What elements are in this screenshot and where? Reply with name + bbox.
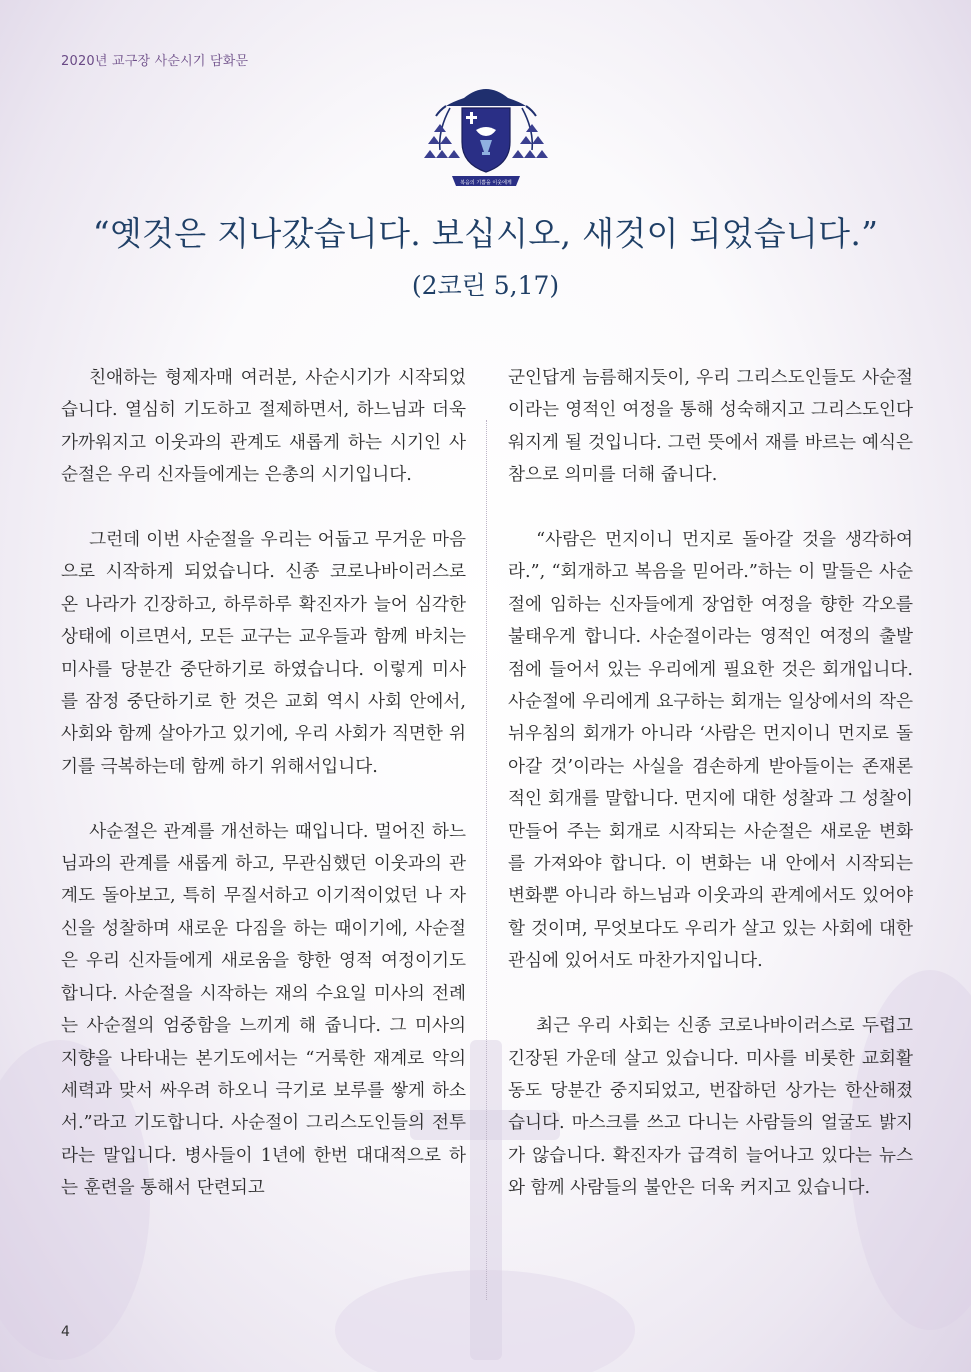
right-text-column xyxy=(508,362,913,1237)
paragraph: 사순절은 관계를 개선하는 때입니다. 멀어진 하느님과의 관계를 새롭게 하고, 무관심했던 이웃과의 관계도 돌아보고, 특히 무질서하고 이기적이었던 나 자신을 성찰하며 새로운 다짐을 하는 때이기에, 사순절은 우리 신자들에게 새로움을 향한 영적 여정이기도 합니다. 사순절을 시작하는 재의 수요일 미사의 전례는 사순절의 엄중함을 느끼게 해 줍니다. 그 미사의 지향을 나타내는 본기도에서는 “거룩한 재계로 악의 세력과 맞서 싸우려 하오니 극기로 보루를 쌓게 하소서.”라고 기도합니다. 사순절이 그리스도인들의 전투라는 말입니다. 병사들이 1년에 한번 대대적으로 하는 훈련을 통해서 단련되고 xyxy=(61,821,466,1199)
bishop-coat-of-arms-icon xyxy=(420,80,552,190)
column-divider xyxy=(486,420,487,1300)
scripture-quote: “옛것은 지나갔습니다. 보십시오, 새것이 되었습니다.” xyxy=(92,214,879,253)
scripture-citation: (2코린 5,17) xyxy=(411,271,560,300)
document-series-title: 2020년 교구장 사순시기 담화문 xyxy=(61,54,249,69)
coat-of-arms-motto: 복음의 기쁨을 이웃에게 xyxy=(460,180,512,186)
paragraph: 그런데 이번 사순절을 우리는 어둡고 무거운 마음으로 시작하게 되었습니다. 신종 코로나바이러스로 온 나라가 긴장하고, 하루하루 확진자가 늘어 심각한 상태에 이르면서, 모든 교구는 교우들과 함께 바치는 미사를 당분간 중단하기로 하였습니다. 이렇게 미사를 잠정 중단하기로 한 것은 교회 역시 사회 안에서, 사회와 함께 살아가고 있기에, 우리 사회가 직면한 위기를 극복하는데 함께 하기 위해서입니다. xyxy=(61,530,466,777)
paragraph: 최근 우리 사회는 신종 코로나바이러스로 두렵고 긴장된 가운데 살고 있습니다. 미사를 비롯한 교회활동도 당분간 중지되었고, 번잡하던 상가는 한산해졌습니다. 마스크를 쓰고 다니는 사람들의 얼굴도 밝지가 않습니다. 확진자가 급격히 늘어나고 있다는 뉴스와 함께 사람들의 불안은 더욱 커지고 있습니다. xyxy=(508,1016,913,1199)
page-number: 4 xyxy=(61,1324,70,1340)
paragraph: “사람은 먼지이니 먼지로 돌아갈 것을 생각하여라.”, “회개하고 복음을 믿어라.”하는 이 말들은 사순절에 임하는 신자들에게 장엄한 여정을 향한 각오를 불태우게 합니다. 사순절이라는 영적인 여정의 출발점에 들어서 있는 우리에게 필요한 것은 회개입니다. 사순절에 우리에게 요구하는 회개는 일상에서의 작은 뉘우침의 회개가 아니라 ‘사람은 먼지이니 먼지로 돌아갈 것’이라는 사실을 겸손하게 받아들이는 존재론적인 회개를 말합니다. 먼지에 대한 성찰과 그 성찰이 만들어 주는 회개로 시작되는 사순절은 새로운 변화를 가져와야 합니다. 이 변화는 내 안에서 시작되는 변화뿐 아니라 하느님과 이웃과의 관계에서도 있어야 할 것이며, 무엇보다도 우리가 살고 있는 사회에 대한 관심에 있어서도 마찬가지입니다. xyxy=(508,530,913,972)
paragraph-continued: 군인답게 늠름해지듯이, 우리 그리스도인들도 사순절이라는 영적인 여정을 통해 성숙해지고 그리스도인다워지게 될 것입니다. 그런 뜻에서 재를 바르는 예식은 참으로 의미를 더해 줍니다. xyxy=(508,368,913,486)
left-text-column xyxy=(61,362,466,1237)
paragraph: 친애하는 형제자매 여러분, 사순시기가 시작되었습니다. 열심히 기도하고 절제하면서, 하느님과 더욱 가까워지고 이웃과의 관계도 새롭게 하는 시기인 사순절은 우리 신자들에게는 은총의 시기입니다. xyxy=(61,368,466,486)
